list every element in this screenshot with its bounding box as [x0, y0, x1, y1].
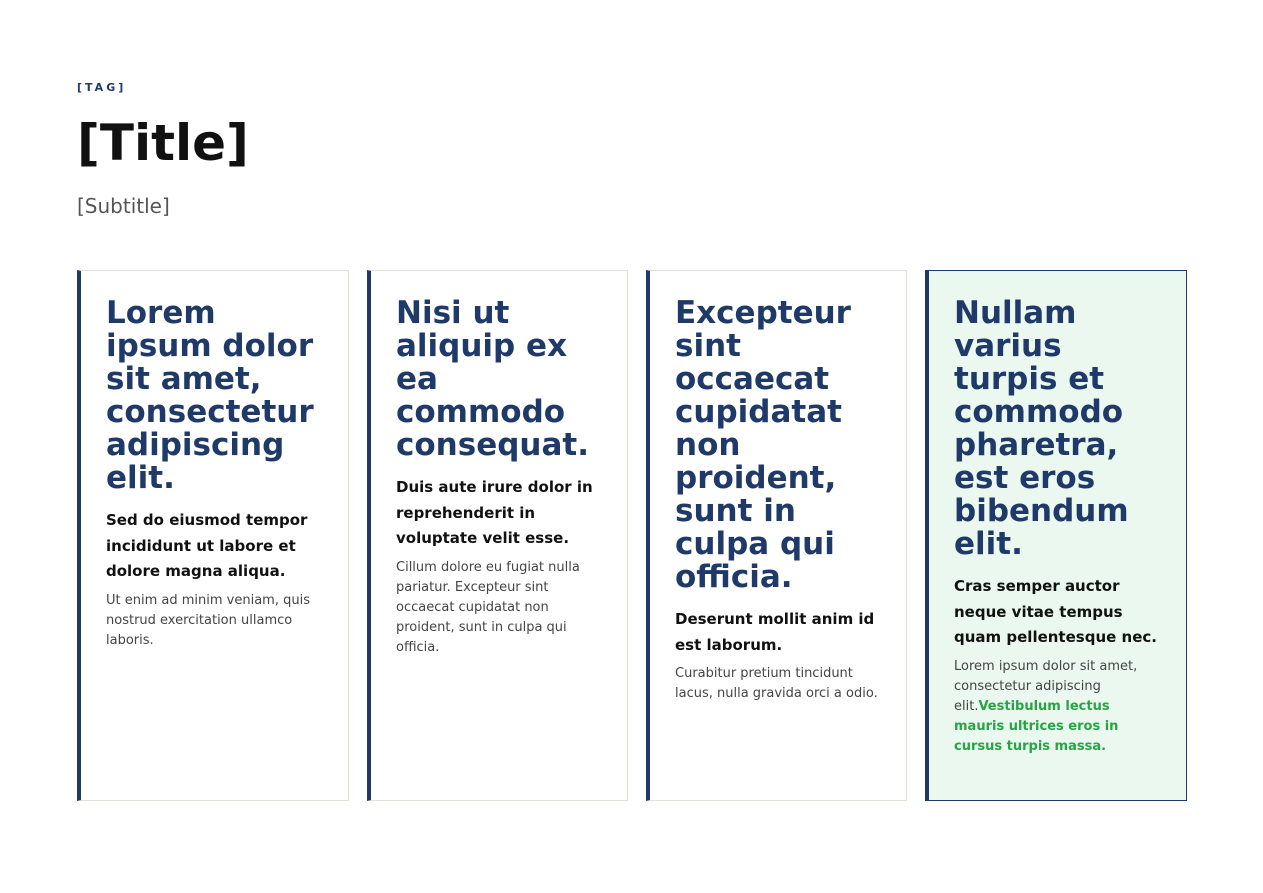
card-1 — [77, 270, 349, 801]
card-subheading: Duis aute irure dolor in reprehenderit in voluptate velit esse. — [396, 478, 593, 547]
card-subheading: Deserunt mollit anim id est laborum. — [675, 610, 875, 654]
card-body-accent: Vestibulum lectus mauris ultrices eros in cursus turpis massa. — [954, 698, 1119, 754]
card-heading: Nullam varius turpis et commodo pharetra, est eros bibendum elit. — [954, 295, 1129, 562]
card-subheading: Cras semper auctor neque vitae tempus quam pellentesque nec. — [954, 577, 1157, 646]
card-subheading: Sed do eiusmod tempor incididunt ut labore et dolore magna aliqua. — [106, 511, 308, 580]
page-title: [Title] — [77, 114, 249, 172]
card-body: Cillum dolore eu fugiat nulla pariatur. Excepteur sint occaecat cupidatat non proident, sunt in culpa qui officia. — [396, 559, 580, 655]
card-heading: Excepteur sint occaecat cupidatat non proident, sunt in culpa qui officia. — [675, 295, 851, 595]
page-subtitle: [Subtitle] — [77, 194, 170, 218]
card-body: Ut enim ad minim veniam, quis nostrud exercitation ullamco laboris. — [106, 592, 310, 648]
card-heading: Lorem ipsum dolor sit amet, consectetur adipiscing elit. — [106, 295, 314, 496]
card-body — [954, 657, 1164, 757]
card-2 — [367, 270, 628, 801]
page-tag: [TAG] — [77, 81, 127, 94]
card-body: Curabitur pretium tincidunt lacus, nulla gravida orci a odio. — [675, 666, 878, 701]
card-4-highlighted — [925, 270, 1187, 801]
card-heading: Nisi ut aliquip ex ea commodo consequat. — [396, 295, 589, 463]
card-body-text: Lorem ipsum dolor sit amet, consectetur adipiscing elit. — [954, 658, 1138, 714]
card-3 — [646, 270, 907, 801]
